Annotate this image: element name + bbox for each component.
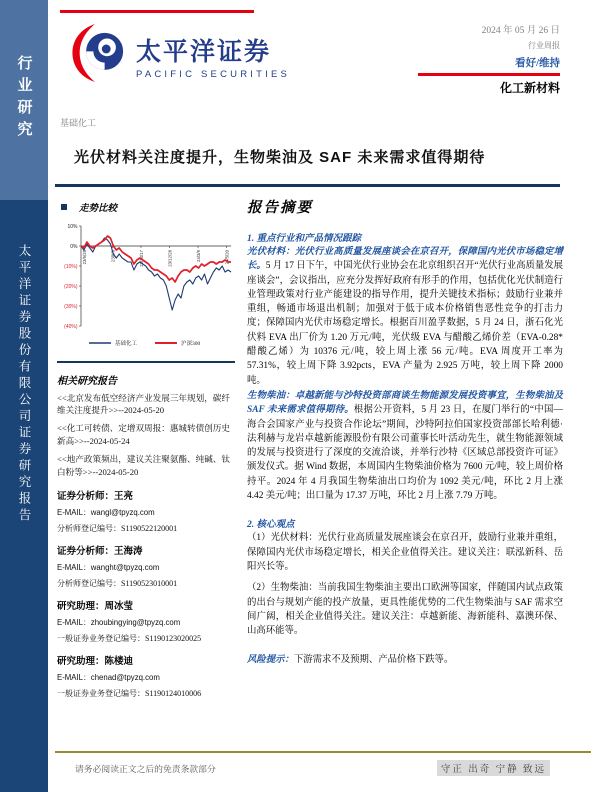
- svg-text:23/8/6: 23/8/6: [110, 250, 116, 262]
- analyst-role: 证券分析师：: [57, 491, 115, 502]
- sidebar-bottom-label: 太平洋证券股份有限公司证券研究报告: [17, 244, 31, 525]
- analyst-reg-number: S1190522120001: [121, 523, 178, 533]
- report-type: 行业周报: [528, 41, 560, 50]
- paragraph-pv-lead: 光伏材料：光伏行业高质量发展座谈会在京召开，保障国内光伏市场稳定增长。: [247, 247, 563, 272]
- report-date: 2024 年 05 月 26 日: [481, 26, 560, 36]
- analyst-name: 王亮: [114, 491, 134, 502]
- analyst-reg-number: S1190523010001: [121, 578, 178, 588]
- paragraph-biodiesel: [247, 389, 563, 503]
- svg-text:10%: 10%: [67, 223, 78, 230]
- trend-chart-title: 走势比较: [79, 204, 118, 214]
- analyst-reg-number: S1190124010006: [145, 688, 202, 698]
- analyst-name: 陈楼迪: [104, 656, 134, 667]
- sidebar-company-band: [0, 200, 48, 792]
- section-heading-2: 2. 核心观点: [247, 520, 295, 531]
- svg-text:23/5/26: 23/5/26: [82, 250, 87, 265]
- analyst-reg-number: S1190123020025: [145, 633, 202, 643]
- reg-label: 分析师登记编号：: [57, 578, 121, 588]
- summary-title: 报告摘要: [247, 200, 313, 216]
- svg-text:沪深300: 沪深300: [181, 341, 201, 347]
- analyst-email: wanght@tpyzq.com: [90, 562, 160, 572]
- svg-text:0%: 0%: [70, 243, 78, 250]
- brand-name-en: PACIFIC SECURITIES: [136, 68, 291, 80]
- analyst-block: [57, 543, 237, 589]
- analyst-role: 证券分析师：: [57, 546, 115, 557]
- footer-motto: 守正 出奇 宁静 致远: [437, 760, 550, 776]
- paragraph-pv: [247, 245, 563, 388]
- report-title: 光伏材料关注度提升，生物柴油及 SAF 未来需求值得期待: [74, 149, 486, 166]
- svg-text:基础化工: 基础化工: [115, 341, 138, 347]
- svg-text:(30%): (30%): [64, 303, 78, 310]
- reg-label: 分析师登记编号：: [57, 523, 121, 533]
- analyst-email: zhoubingying@tpyzq.com: [90, 617, 181, 627]
- square-bullet-icon: [61, 204, 67, 210]
- email-label: E-MAIL：: [57, 507, 91, 517]
- sidebar-top-label: 行业研究: [15, 55, 32, 143]
- risk-label: 风险提示：: [247, 655, 294, 666]
- risk-warning: [247, 651, 563, 665]
- email-label: E-MAIL：: [57, 562, 91, 572]
- trend-chart-header: [61, 200, 237, 214]
- trend-chart: [59, 220, 237, 357]
- analyst-email: wangl@tpyzq.com: [90, 507, 155, 517]
- report-meta: [360, 22, 560, 96]
- analyst-block: [57, 488, 237, 534]
- analyst-name: 王海涛: [114, 546, 143, 557]
- rating-red-rule: [418, 73, 560, 76]
- pacific-securities-swirl-icon: [70, 20, 128, 91]
- email-label: E-MAIL：: [57, 617, 91, 627]
- sector-category: 基础化工: [60, 118, 97, 128]
- viewpoint-1: （1）光伏材料：光伏行业高质量发展座谈会在京召开，鼓励行业兼并重组，保障国内光伏市场稳定增长，相关企业值得关注。建议关注：联泓新科、岳阳兴长等。: [247, 533, 563, 572]
- svg-text:23/10/17: 23/10/17: [139, 250, 144, 267]
- left-column: [57, 196, 237, 699]
- left-divider-rule: [57, 361, 235, 363]
- analyst-block: [57, 653, 237, 699]
- analyst-role: 研究助理：: [57, 601, 105, 612]
- related-report-item: <<地产政策频出，建议关注聚氨酯、纯碱、钛白粉等>>--2024-05-20: [57, 454, 230, 477]
- paragraph-biodiesel-lead: 生物柴油：卓越新能与沙特投资部商谈生物能源发展投资事宜，生物柴油及 SAF 未来需求值得期待。: [247, 390, 563, 416]
- svg-text:24/5/20: 24/5/20: [224, 250, 230, 265]
- reg-label: 一般证券业务登记编号：: [57, 633, 145, 643]
- sidebar-industry-research-band: [0, 0, 48, 200]
- company-logo: [70, 20, 290, 91]
- industry-name: 化工新材料: [499, 80, 560, 95]
- related-report-item: <<北京发布低空经济产业发展三年规划，碳纤维关注度提升>>--2024-05-20: [57, 392, 230, 416]
- footer-disclaimer: 请务必阅读正文之后的免责条款部分: [75, 764, 216, 774]
- svg-text:(40%): (40%): [64, 323, 78, 330]
- footer-gold-rule: [55, 751, 591, 753]
- svg-text:24/3/9: 24/3/9: [196, 250, 201, 262]
- section-heading-1: 1. 重点行业和产品情况跟踪: [247, 234, 362, 244]
- related-report-item: <<化工可转债、定增双周报：惠城转债创历史新高>>--2024-05-24: [57, 423, 230, 447]
- header-red-rule: [60, 10, 254, 13]
- brand-name-cn: 太平洋证券: [136, 37, 272, 66]
- reg-label: 一般证券业务登记编号：: [57, 688, 145, 698]
- risk-body: 下游需求不及预期、产品价格下跌等。: [293, 655, 454, 666]
- svg-text:23/12/28: 23/12/28: [167, 250, 173, 267]
- paragraph-biodiesel-body: 根据公开资料，5 月 23 日，在厦门举行的“中国—海合会国家产业与投资合作论坛”期间，沙特阿拉伯国家投资部部长哈利德·法利赫与龙岩卓越新能源股份有限公司董事长叶活动先生，就生物能源领域的发展与投资进行了深度的交流洽谈，并举行沙特《区域总部投资许可证》颁发仪式。据 Wind 数据，本周国内生物柴油价格为 7600 元/吨，较上周价格持平。2024 年 4 月我国生物柴油出口均价为 1092 美元/吨，环比 2 月上涨 4.42 美元/吨；出口量为 17.37 万吨，环比 2 月上涨 7.79 万吨。: [247, 405, 563, 502]
- brand-text: [136, 32, 290, 80]
- paragraph-pv-body: 5 月 17 日下午，中国光伏行业协会在北京组织召开“光伏行业高质量发展座谈会”，会议指出，应充分发挥好政府有形手的作用，包括优化光伏制造行业管理政策对行业产能建设的指导作用，提升关键技术指标；鼓励行业兼并重组，畅通市场退出机制；加强对于低于成本价格销售恶性竞争的打击力度；保障国内光伏市场稳定增长。根据百川盈孚数据，5 月 24 日，浙石化光伏料 EVA 出厂价为 1.20 万元/吨，光伏级 EVA 与醋酸乙烯价差（EVA-0.28*醋酸乙烯）为 10376 元/吨，较上周上涨 56 元/吨。EVA 周度开工率为 57.31%，较上周下降 3.92pcts，EVA 产量为 2.925 万吨，较上周下降 2000 吨。: [247, 261, 563, 386]
- report-summary: [247, 196, 563, 665]
- svg-text:(20%): (20%): [64, 283, 78, 290]
- svg-text:(10%): (10%): [64, 263, 78, 270]
- viewpoint-2: （2）生物柴油：当前我国生物柴油主要出口欧洲等国家，伴随国内试点政策的出台与规划产能的投产放量，更具性能优势的二代生物柴油与 SAF 需求空间广阔，相关企业值得关注。建议关注：卓越新能、海新能科、嘉澳环保、山高环能等。: [247, 583, 563, 637]
- analyst-name: 周冰莹: [104, 601, 134, 612]
- title-divider-rule: [55, 184, 560, 187]
- analyst-email: chenad@tpyzq.com: [90, 672, 160, 682]
- email-label: E-MAIL：: [57, 672, 91, 682]
- related-reports-title: 相关研究报告: [57, 375, 117, 387]
- analyst-block: [57, 598, 237, 644]
- industry-rating: 看好/维持: [515, 58, 560, 69]
- analyst-role: 研究助理：: [57, 656, 105, 667]
